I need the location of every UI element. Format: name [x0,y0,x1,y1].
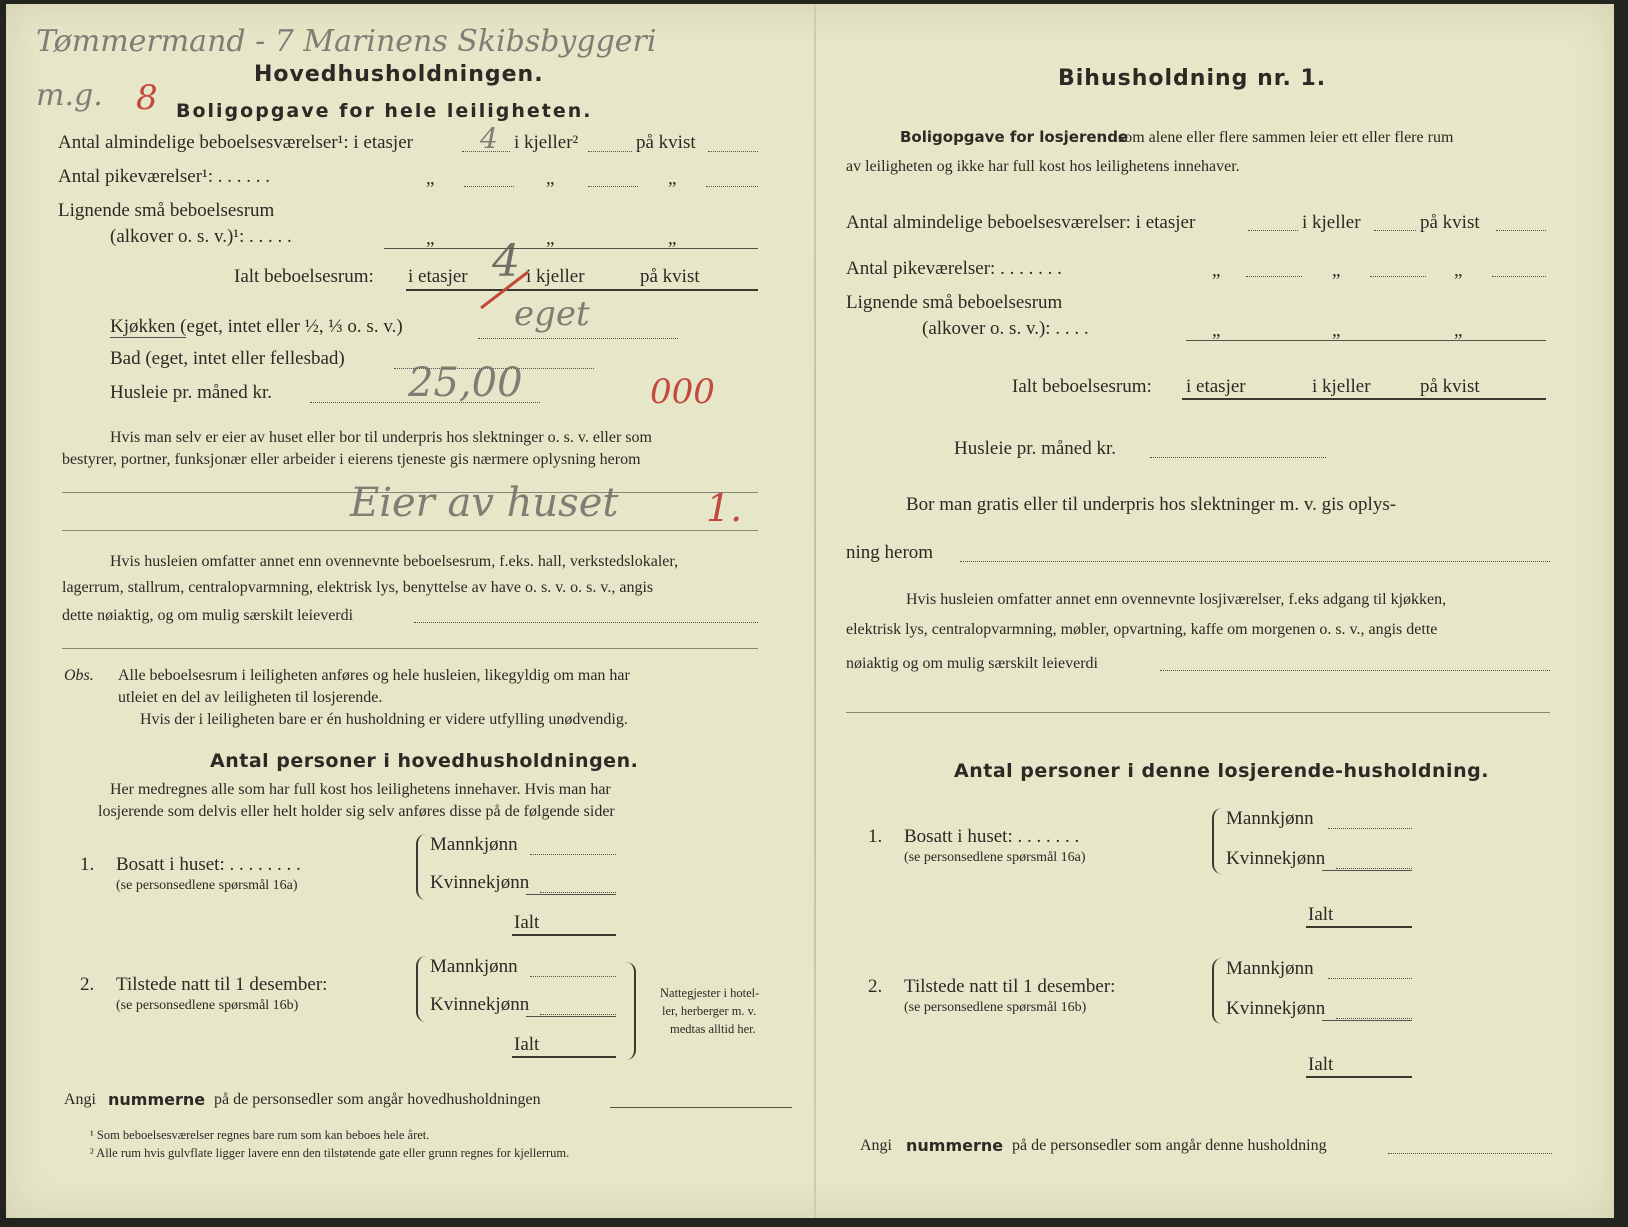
r-tilstede-mann-field[interactable] [1328,978,1412,979]
bosatt-sum-line [526,894,616,895]
rooms-label: Antal almindelige beboelsesværelser¹: i etasjer [58,132,413,153]
r-rooms-kjeller-label: i kjeller [1302,212,1361,233]
r-rooms-label: Antal almindelige beboelsesværelser: i etasjer [846,212,1196,233]
r-lignende-label-2: (alkover o. s. v.): . . . . [922,318,1089,339]
ditto-mark: „ [1332,320,1341,341]
husleie-red-mark: 000 [650,372,715,412]
pike-etasjer-field[interactable] [464,186,514,187]
r-bosatt-kvinne-field[interactable] [1336,868,1412,869]
pike-kvist-field[interactable] [706,186,758,187]
r-angi-nummerne-field[interactable] [1388,1153,1552,1154]
bosatt-kvinne-label: Kvinnekjønn [430,872,530,893]
rooms-kjeller-label: i kjeller² [514,132,579,153]
r-ialt-kvist-label: på kvist [1420,376,1480,397]
omfatter-field-line-2[interactable] [62,648,758,649]
r-bosatt-ialt-field[interactable] [1306,926,1412,928]
tilstede-ialt-label: Ialt [514,1034,540,1055]
angi-post: på de personsedler som angår hovedhusholdningen [214,1091,541,1108]
r-tilstede-mann-label: Mannkjønn [1226,958,1314,979]
ditto-mark: „ [546,228,555,249]
pike-kjeller-field[interactable] [588,186,638,187]
r-rooms-kvist-label: på kvist [1420,212,1480,233]
r-tilstede-ialt-field[interactable] [1306,1076,1412,1078]
ditto-mark: „ [1212,320,1221,341]
r-husleie-label: Husleie pr. måned kr. [954,438,1116,459]
antal-personer-title: Antal personer i hovedhusholdningen. [210,750,639,772]
r-husleie-field[interactable] [1150,457,1326,458]
r-bosatt-kvinne-label: Kvinnekjønn [1226,848,1326,869]
antal-text-1: Her medregnes alle som har full kost hos leilighetens innehaver. Hvis man har [110,781,611,798]
bosatt-label: Bosatt i huset: . . . . . . . . [116,854,301,875]
r-bosatt-brace [1212,808,1222,874]
lignende-label-2: (alkover o. s. v.)¹: . . . . . [110,226,292,247]
bihusholdning-title: Bihusholdning nr. 1. [1058,66,1327,91]
r-antal-personer-title: Antal personer i denne losjerende-husholdning. [954,760,1489,782]
r-rooms-kjeller-field[interactable] [1374,230,1416,231]
tilstede-ref: (se personsedlene spørsmål 16b) [116,998,299,1013]
rooms-kjeller-field[interactable] [588,151,632,152]
eier-text-2: bestyrer, portner, funksjonær eller arbeider i eierens tjeneste gis nærmere oplysning herom [62,451,641,468]
bosatt-mann-label: Mannkjønn [430,834,518,855]
r-tilstede-sum-line [1322,1020,1412,1021]
husleie-value: 25,00 [408,360,523,406]
r-bosatt-mann-field[interactable] [1328,828,1412,829]
r-ialt-beboelsesrum-label: Ialt beboelsesrum: [1012,376,1152,397]
rooms-kvist-field[interactable] [708,151,758,152]
footnote-2: ² Alle rum hvis gulvflate ligger lavere enn den tilstøtende gate eller grunn regnes for kjellerrum. [90,1146,570,1160]
r-tilstede-ialt-label: Ialt [1308,1054,1334,1075]
gratis-field[interactable] [960,561,1550,562]
intro-text-2: av leiligheten og ikke har full kost hos leilighetens innehaver. [846,158,1240,175]
ditto-mark: „ [1332,260,1341,281]
ialt-etasjer-label: i etasjer [408,266,468,287]
obs-text-2: utleiet en del av leiligheten til losjerende. [118,689,383,706]
r-tilstede-ref: (se personsedlene spørsmål 16b) [904,1000,1087,1015]
r-bosatt-mann-label: Mannkjønn [1226,808,1314,829]
tilstede-number: 2. [80,974,95,995]
kjokken-value: eget [514,294,590,334]
husleie-label: Husleie pr. måned kr. [110,382,272,403]
r-pike-etasjer-field[interactable] [1246,276,1302,277]
eier-value-number: 1. [706,486,743,530]
ditto-mark: „ [1454,260,1463,281]
ialt-kjeller-label: i kjeller [526,266,585,287]
r-omfatter-field-line-2[interactable] [846,712,1550,713]
kjokken-underline [110,337,186,338]
r-tilstede-label: Tilstede natt til 1 desember: [904,976,1116,997]
eier-text-1: Hvis man selv er eier av huset eller bor til underpris hos slektninger o. s. v. eller som [110,429,652,446]
r-ialt-total-line[interactable] [1182,398,1546,400]
gratis-text-2: ning herom [846,542,934,563]
kjokken-label: Kjøkken (eget, intet eller ½, ⅓ o. s. v.) [110,316,403,337]
r-pike-label: Antal pikeværelser: . . . . . . . [846,258,1062,279]
handwritten-mg-number: 8 [136,78,158,118]
bosatt-ialt-label: Ialt [514,912,540,933]
bosatt-brace [416,834,426,900]
r-ialt-etasjer-label: i etasjer [1186,376,1246,397]
bosatt-mann-field[interactable] [530,854,616,855]
eier-field-line-2[interactable] [62,530,758,531]
gratis-text-1: Bor man gratis eller til underpris hos slektninger m. v. gis oplys- [906,494,1397,515]
nattegjester-note-1: Nattegjester i hotel- [660,986,760,1000]
ditto-mark: „ [668,228,677,249]
ialt-total-line[interactable] [406,289,758,291]
intro-text-1: som alene eller flere sammen leier ett eller flere rum [1118,129,1454,146]
census-form-sheet [6,4,1614,1218]
r-ialt-kjeller-label: i kjeller [1312,376,1371,397]
r-bosatt-ref: (se personsedlene spørsmål 16a) [904,850,1086,865]
bad-label: Bad (eget, intet eller fellesbad) [110,348,345,369]
page-title: Hovedhusholdningen. [254,62,544,87]
r-bosatt-label: Bosatt i huset: . . . . . . . [904,826,1080,847]
r-omfatter-text-3: nøiaktig og om mulig særskilt leieverdi [846,655,1098,672]
r-pike-kvist-field[interactable] [1492,276,1546,277]
angi-nummerne-field[interactable] [610,1107,792,1108]
bosatt-kvinne-field[interactable] [540,892,616,893]
bosatt-ialt-field[interactable] [512,934,616,936]
r-tilstede-kvinne-label: Kvinnekjønn [1226,998,1326,1019]
r-omfatter-text-1: Hvis husleien omfatter annet enn ovennevnte losjiværelser, f.eks adgang til kjøkken, [906,591,1447,608]
nattegjester-brace [626,962,636,1060]
tilstede-ialt-field[interactable] [512,1056,616,1058]
r-lignende-field-line[interactable] [1186,340,1546,341]
ialt-kvist-label: på kvist [640,266,700,287]
nattegjester-note-3: medtas alltid her. [670,1022,756,1036]
ditto-mark: „ [1454,320,1463,341]
angi-pre: Angi [64,1091,96,1108]
r-pike-kjeller-field[interactable] [1370,276,1426,277]
tilstede-kvinne-field[interactable] [540,1014,616,1015]
r-lignende-label: Lignende små beboelsesrum [846,292,1063,313]
r-bosatt-sum-line [1322,870,1412,871]
omfatter-text-3: dette nøiaktig, og om mulig særskilt leieverdi [62,607,354,624]
kjokken-field[interactable] [478,338,678,339]
bosatt-ref: (se personsedlene spørsmål 16a) [116,878,298,893]
r-rooms-kvist-field[interactable] [1496,230,1546,231]
r-bosatt-ialt-label: Ialt [1308,904,1334,925]
obs-label: Obs. [64,667,94,684]
angi-bold: nummerne [108,1090,206,1109]
omfatter-text-2: lagerrum, stallrum, centralopvarmning, elektrisk lys, benyttelse av have o. s. v. o. s. v., angis [62,579,654,596]
r-tilstede-brace [1212,958,1222,1024]
r-bosatt-number: 1. [868,826,883,847]
ialt-beboelsesrum-label: Ialt beboelsesrum: [234,266,374,287]
right-page-bihusholdning [816,4,1614,1218]
r-angi-pre: Angi [860,1137,892,1154]
tilstede-sum-line [526,1016,616,1017]
handwritten-mg: m.g. [36,78,103,113]
ditto-mark: „ [546,168,555,189]
tilstede-kvinne-label: Kvinnekjønn [430,994,530,1015]
ditto-mark: „ [426,168,435,189]
nattegjester-note-2: ler, herberger m. v. [662,1004,757,1018]
antal-text-2: losjerende som delvis eller helt holder sig selv anføres disse på de følgende sider [98,803,615,820]
ditto-mark: „ [426,228,435,249]
obs-text-3: Hvis der i leiligheten bare er én husholdning er videre utfylling unødvendig. [140,711,628,728]
obs-text-1: Alle beboelsesrum i leiligheten anføres og hele husleien, likegyldig om man har [118,667,630,684]
r-tilstede-kvinne-field[interactable] [1336,1018,1412,1019]
tilstede-brace [416,956,426,1022]
r-angi-post: på de personsedler som angår denne husholdning [1012,1137,1327,1154]
pike-label: Antal pikeværelser¹: . . . . . . [58,166,271,187]
r-angi-bold: nummerne [906,1136,1004,1155]
tilstede-mann-label: Mannkjønn [430,956,518,977]
rooms-etasjer-value: 4 [480,122,498,155]
ditto-mark: „ [668,168,677,189]
tilstede-mann-field[interactable] [530,976,616,977]
page-subtitle: Boligopgave for hele leiligheten. [176,100,593,122]
lignende-label: Lignende små beboelsesrum [58,200,275,221]
footnote-1: ¹ Som beboelsesværelser regnes bare rum som kan beboes hele året. [90,1128,430,1142]
ditto-mark: „ [1212,260,1221,281]
omfatter-text-1: Hvis husleien omfatter annet enn ovennevnte beboelsesrum, f.eks. hall, verkstedslokaler, [110,553,679,570]
bosatt-number: 1. [80,854,95,875]
handwritten-occupation: Tømmermand - 7 Marinens Skibsbyggeri [36,24,657,59]
r-rooms-etasjer-field[interactable] [1248,230,1298,231]
lignende-field-line[interactable] [384,248,758,249]
r-tilstede-number: 2. [868,976,883,997]
tilstede-label: Tilstede natt til 1 desember: [116,974,328,995]
intro-bold: Boligopgave for losjerende [900,128,1129,146]
left-page-hovedhusholdning [6,4,814,1218]
r-omfatter-text-2: elektrisk lys, centralopvarmning, møbler, opvartning, kaffe om morgenen o. s. v., angis dette [846,621,1438,638]
omfatter-field[interactable] [414,622,758,623]
rooms-kvist-label: på kvist [636,132,696,153]
r-omfatter-field[interactable] [1160,670,1550,671]
ialt-etasjer-value: 4 [492,236,520,287]
eier-value: Eier av huset [350,480,619,526]
